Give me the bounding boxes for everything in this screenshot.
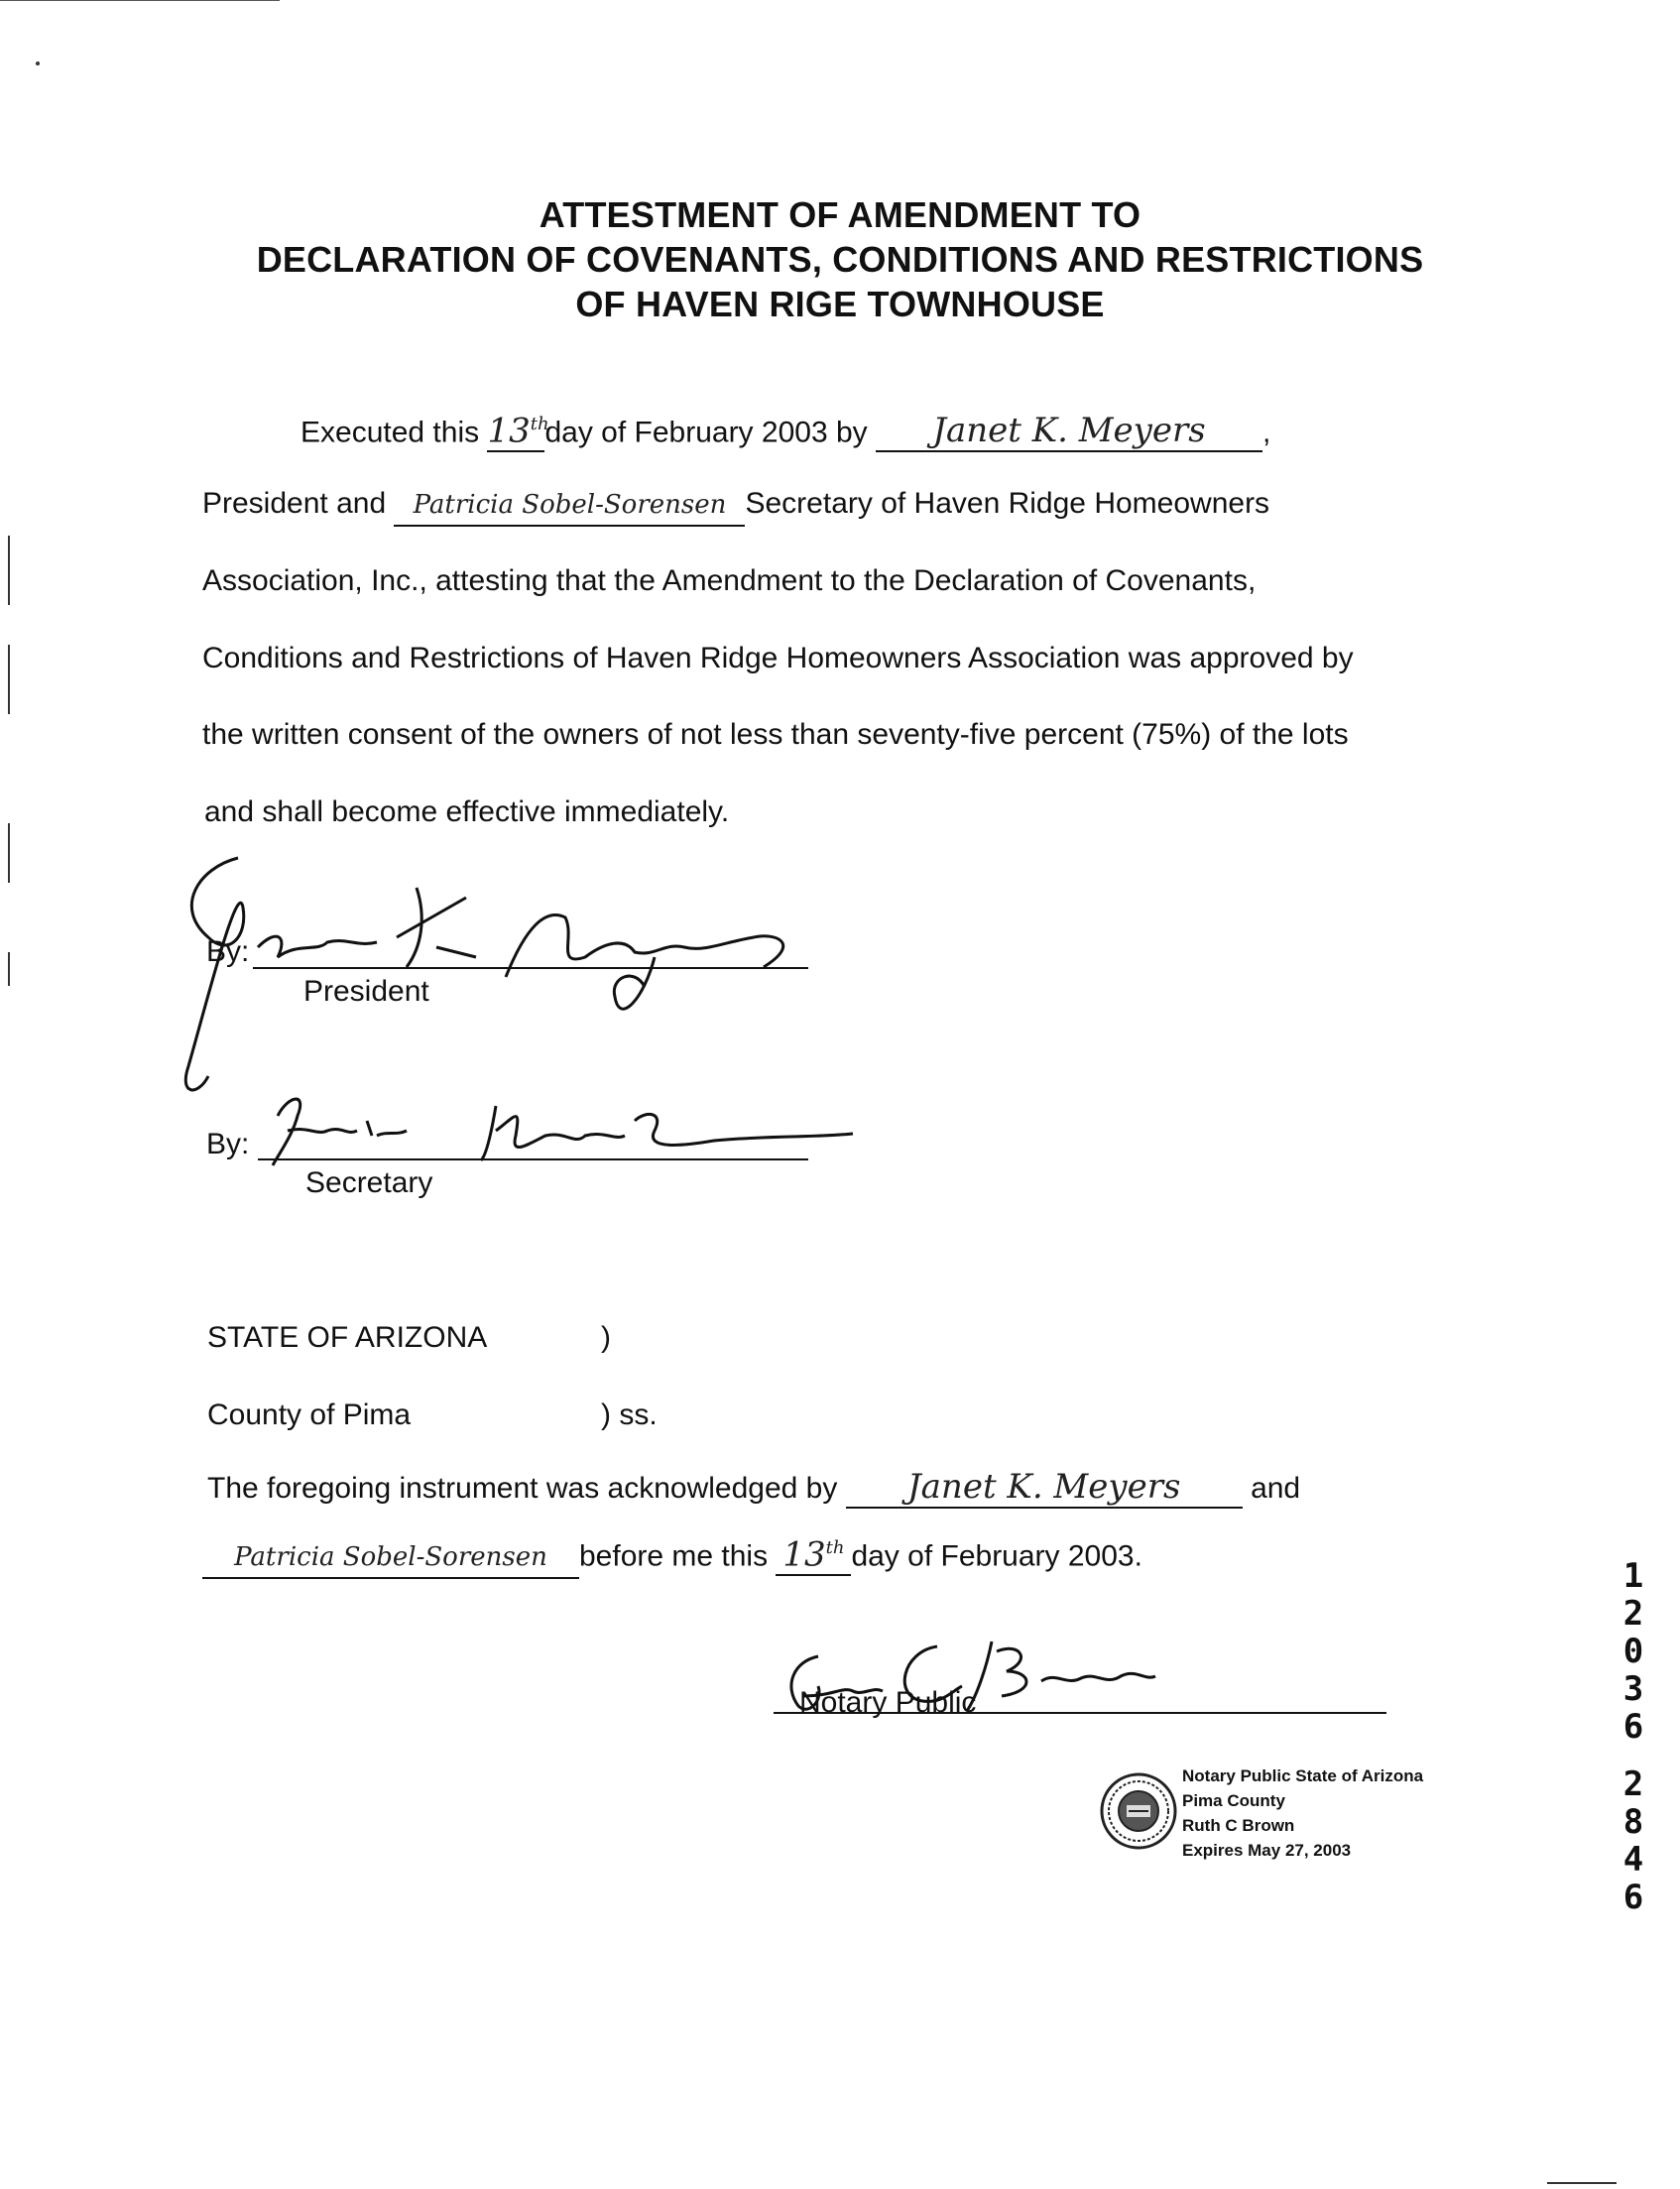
stamp-line-3: Ruth C Brown bbox=[1182, 1816, 1295, 1835]
recording-digit: 3 bbox=[1622, 1669, 1644, 1709]
ack-name-2-handwritten: Patricia Sobel-Sorensen bbox=[202, 1537, 579, 1579]
notary-public-label: Notary Public bbox=[799, 1686, 977, 1719]
stamp-line-4: Expires May 27, 2003 bbox=[1182, 1841, 1352, 1860]
state-label: STATE OF ARIZONA bbox=[207, 1321, 488, 1354]
president-name-handwritten: Janet K. Meyers bbox=[876, 411, 1262, 452]
executed-mid: day of February 2003 by bbox=[544, 416, 868, 449]
line2-prefix: President and bbox=[202, 487, 387, 520]
scan-dot bbox=[36, 61, 40, 65]
left-edge-mark bbox=[8, 645, 10, 714]
secretary-label: Secretary bbox=[305, 1166, 433, 1199]
recording-digit: 6 bbox=[1622, 1878, 1644, 1917]
document-title-line3: OF HAVEN RIGE TOWNHOUSE bbox=[575, 284, 1105, 324]
president-secretary-line bbox=[202, 484, 1269, 527]
county-ss: ) ss. bbox=[601, 1399, 658, 1431]
notary-stamp bbox=[1182, 1763, 1423, 1863]
body-line-4: Conditions and Restrictions of Haven Ridge Homeowners Association was approved by bbox=[202, 642, 1354, 674]
president-label: President bbox=[303, 975, 429, 1008]
body-line-5: the written consent of the owners of not less than seventy-five percent (75%) of the lots bbox=[202, 718, 1349, 751]
top-border-line bbox=[0, 0, 280, 1]
secretary-signature-line bbox=[258, 1158, 808, 1160]
left-edge-mark bbox=[8, 536, 10, 605]
stamp-line-1: Notary Public State of Arizona bbox=[1182, 1766, 1424, 1785]
by-label-secretary: By: bbox=[206, 1128, 250, 1160]
recording-digit: 0 bbox=[1622, 1632, 1644, 1671]
document-title-line2: DECLARATION OF COVENANTS, CONDITIONS AND RESTRICTIONS bbox=[256, 239, 1424, 280]
recording-digit: 4 bbox=[1622, 1840, 1644, 1880]
executed-day: 13th bbox=[487, 405, 544, 452]
body-line-3: Association, Inc., attesting that the Amendment to the Declaration of Covenants, bbox=[202, 564, 1257, 597]
ack-day: 13th bbox=[776, 1528, 851, 1576]
recording-number-group-1 bbox=[1617, 1557, 1650, 1746]
bottom-scan-mark bbox=[1547, 2182, 1617, 2184]
acknowledgment-line-1 bbox=[207, 1467, 1300, 1509]
ack-prefix: The foregoing instrument was acknowledged by bbox=[207, 1472, 838, 1505]
president-signature bbox=[169, 848, 843, 1106]
ack-end: day of February 2003. bbox=[851, 1539, 1142, 1573]
recording-digit: 8 bbox=[1622, 1802, 1644, 1842]
line2-suffix: Secretary of Haven Ridge Homeowners bbox=[745, 487, 1270, 520]
recording-digit: 6 bbox=[1622, 1707, 1644, 1747]
notary-seal-icon bbox=[1099, 1771, 1178, 1851]
by-label-president: By: bbox=[206, 935, 250, 968]
ack-name-1-handwritten: Janet K. Meyers bbox=[846, 1467, 1243, 1509]
body-line-6: and shall become effective immediately. bbox=[204, 795, 730, 828]
executed-line bbox=[300, 405, 1270, 452]
recording-digit: 1 bbox=[1622, 1556, 1644, 1596]
executed-end: , bbox=[1262, 416, 1271, 449]
left-edge-mark bbox=[8, 823, 10, 883]
document-title-line1: ATTESTMENT OF AMENDMENT TO bbox=[539, 194, 1141, 235]
secretary-name-handwritten: Patricia Sobel-Sorensen bbox=[394, 485, 745, 527]
recording-number-group-2 bbox=[1617, 1765, 1650, 1916]
recording-digit: 2 bbox=[1622, 1594, 1644, 1634]
executed-prefix: Executed this bbox=[300, 416, 480, 449]
acknowledgment-line-2 bbox=[202, 1528, 1142, 1579]
recording-digit: 2 bbox=[1622, 1764, 1644, 1804]
stamp-line-2: Pima County bbox=[1182, 1791, 1285, 1810]
left-edge-mark bbox=[8, 952, 10, 986]
ack-and: and bbox=[1251, 1472, 1301, 1505]
ack-mid: before me this bbox=[579, 1539, 769, 1573]
state-paren: ) bbox=[601, 1321, 611, 1354]
county-label: County of Pima bbox=[207, 1399, 412, 1431]
president-signature-line bbox=[253, 967, 808, 969]
